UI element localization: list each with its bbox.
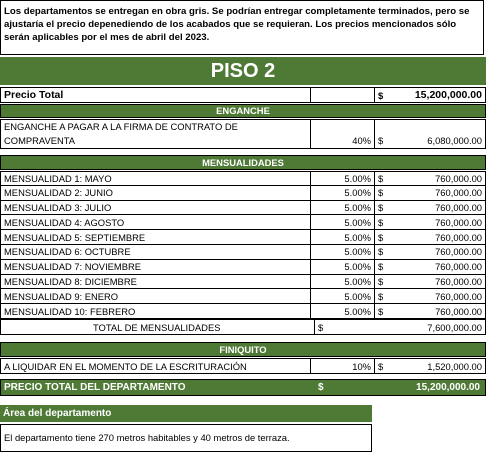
department-total-label: PRECIO TOTAL DEL DEPARTAMENTO [4, 382, 186, 393]
enganche-row [0, 119, 486, 149]
mensualidad-percent: 5.00% [311, 186, 375, 200]
mensualidad-amount: 760,000.00 [435, 290, 482, 302]
enganche-amount: 6,080,000.00 [427, 135, 482, 146]
total-price-label: Precio Total [1, 88, 311, 102]
enganche-label-line1: ENGANCHE A PAGAR A LA FIRMA DE CONTRATO DE [4, 121, 238, 132]
mensualidad-percent: 5.00% [311, 172, 375, 185]
department-total-amount: 15,200,000.00 [416, 382, 480, 393]
mensualidad-percent: 5.00% [311, 230, 375, 244]
floor-title: PISO 2 [0, 57, 486, 85]
mensualidad-amount: 760,000.00 [435, 305, 482, 317]
intro-note: Los departamentos se entregan en obra gris. Se podrían entregar completamente terminados, pero se ajustaría el precio depenediendo de los acabados que se requieran. Los precios mencionados sólo serán aplicables por el mes de abril del 2023. [0, 0, 484, 55]
total-price-amount: 15,200,000.00 [414, 89, 482, 101]
mensualidad-currency: $ [378, 305, 384, 317]
mensualidad-currency: $ [378, 172, 384, 184]
mensualidad-percent: 5.00% [311, 260, 375, 274]
department-total-row [0, 379, 486, 396]
mensualidad-percent: 5.00% [311, 304, 375, 318]
finiquito-row [0, 358, 486, 374]
mensualidad-currency: $ [378, 290, 384, 302]
mensualidades-header: MENSUALIDADES [0, 155, 486, 170]
department-total-currency: $ [318, 382, 324, 393]
mensualidad-row [0, 215, 486, 230]
mensualidad-row [0, 304, 486, 319]
finiquito-amount: 1,520,000.00 [427, 360, 482, 372]
mensualidad-currency: $ [378, 246, 384, 258]
mensualidad-currency: $ [378, 275, 384, 287]
mensualidad-percent: 5.00% [311, 201, 375, 215]
mensualidad-row [0, 186, 486, 201]
mensualidad-amount: 760,000.00 [435, 261, 482, 273]
mensualidad-label: MENSUALIDAD 7: NOVIEMBRE [1, 260, 311, 274]
mensualidad-amount: 760,000.00 [435, 216, 482, 228]
mensualidad-amount: 760,000.00 [435, 275, 482, 287]
mensualidades-total-row [0, 319, 486, 335]
mensualidad-label: MENSUALIDAD 10: FEBRERO [1, 304, 311, 318]
mensualidades-total-amount: 7,600,000.00 [427, 321, 482, 333]
total-price-currency: $ [378, 89, 384, 101]
enganche-currency: $ [378, 135, 384, 146]
total-price-empty [311, 88, 375, 102]
finiquito-currency: $ [378, 360, 384, 372]
mensualidad-row [0, 289, 486, 304]
mensualidad-label: MENSUALIDAD 1: MAYO [1, 172, 311, 185]
mensualidad-currency: $ [378, 231, 384, 243]
enganche-header: ENGANCHE [0, 104, 486, 118]
area-description: El departamento tiene 270 metros habitables y 40 metros de terraza. [0, 424, 372, 452]
mensualidad-row [0, 171, 486, 186]
mensualidad-amount: 760,000.00 [435, 246, 482, 258]
mensualidad-amount: 760,000.00 [435, 187, 482, 199]
mensualidad-amount: 760,000.00 [435, 201, 482, 213]
mensualidad-percent: 5.00% [311, 275, 375, 289]
mensualidad-currency: $ [378, 201, 384, 213]
mensualidad-label: MENSUALIDAD 9: ENERO [1, 289, 311, 303]
mensualidad-currency: $ [378, 216, 384, 228]
mensualidad-label: MENSUALIDAD 2: JUNIO [1, 186, 311, 200]
area-header: Área del departamento [0, 405, 372, 422]
total-price-row [0, 87, 486, 103]
mensualidad-label: MENSUALIDAD 5: SEPTIEMBRE [1, 230, 311, 244]
mensualidad-percent: 5.00% [311, 215, 375, 229]
finiquito-header: FINIQUITO [0, 342, 486, 357]
mensualidad-row [0, 260, 486, 275]
mensualidad-currency: $ [378, 187, 384, 199]
enganche-percent: 40% [311, 120, 375, 148]
mensualidad-row [0, 245, 486, 260]
mensualidad-label: MENSUALIDAD 3: JULIO [1, 201, 311, 215]
mensualidad-amount: 760,000.00 [435, 172, 482, 184]
finiquito-percent: 10% [311, 359, 375, 373]
mensualidad-label: MENSUALIDAD 4: AGOSTO [1, 215, 311, 229]
mensualidad-percent: 5.00% [311, 245, 375, 259]
mensualidad-currency: $ [378, 261, 384, 273]
mensualidades-total-currency: $ [318, 321, 324, 333]
mensualidad-row [0, 230, 486, 245]
mensualidad-label: MENSUALIDAD 8: DICIEMBRE [1, 275, 311, 289]
mensualidad-row [0, 275, 486, 290]
mensualidad-label: MENSUALIDAD 6: OCTUBRE [1, 245, 311, 259]
mensualidad-row [0, 201, 486, 216]
finiquito-label: A LIQUIDAR EN EL MOMENTO DE LA ESCRITURACIÓN [1, 359, 311, 373]
enganche-label [1, 120, 311, 148]
mensualidades-total-label: TOTAL DE MENSUALIDADES [1, 320, 315, 334]
mensualidad-percent: 5.00% [311, 289, 375, 303]
mensualidad-amount: 760,000.00 [435, 231, 482, 243]
enganche-label-line2: COMPRAVENTA [4, 135, 76, 146]
